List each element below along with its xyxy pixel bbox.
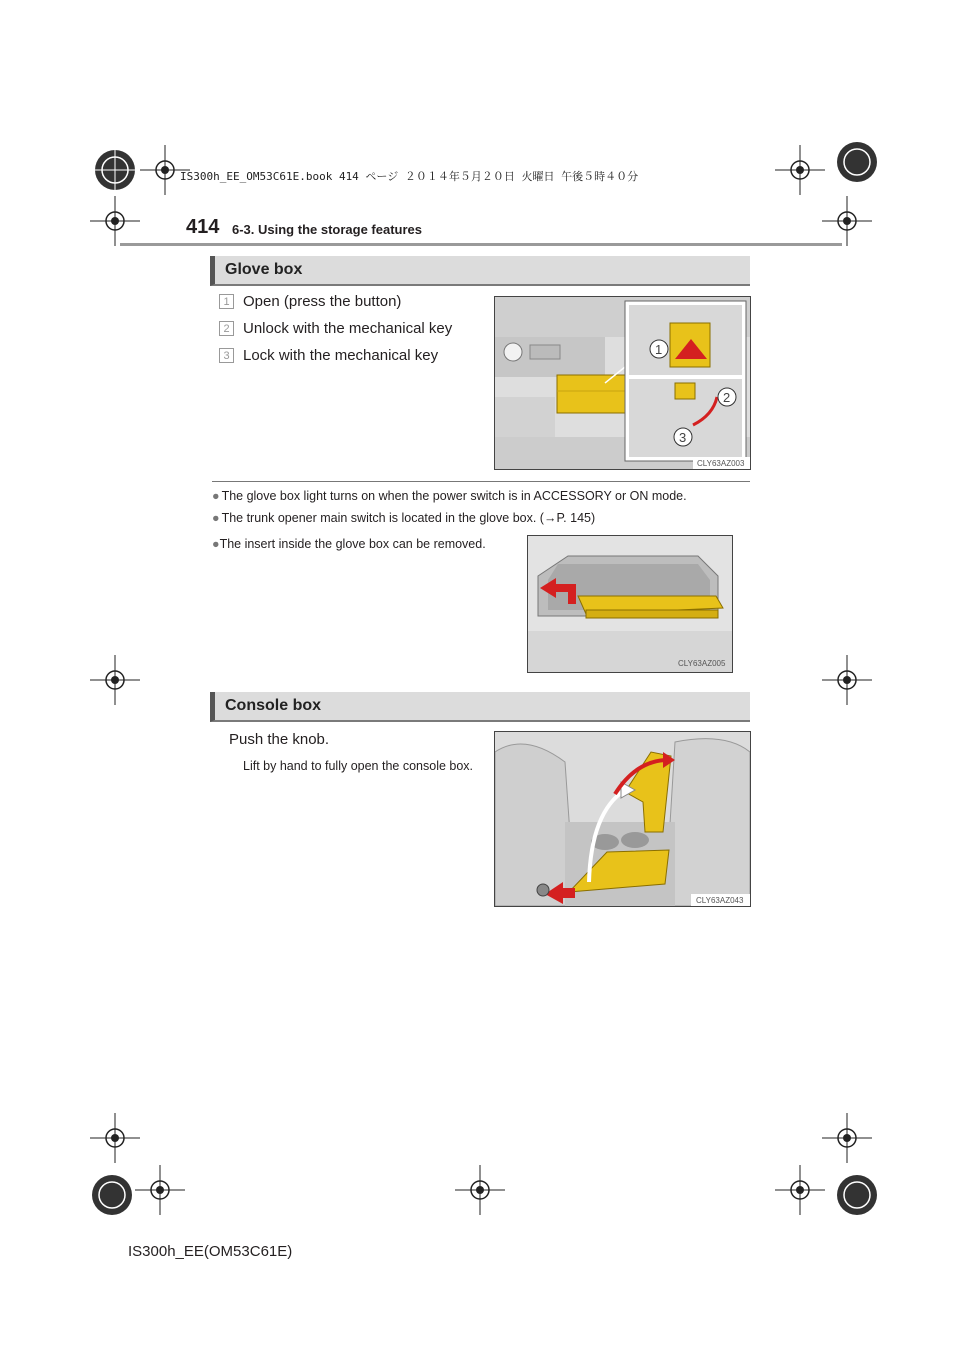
substep-text: Lift by hand to fully open the console box. (243, 759, 474, 773)
footer-doc-id: IS300h_EE(OM53C61E) (128, 1243, 293, 1260)
crosshair-mark-bottom-left (90, 1113, 140, 1163)
callout-label: 2 (723, 390, 731, 405)
item-text: Open (press the button) (243, 293, 402, 310)
glove-box-illustration (494, 296, 751, 470)
note-text: The insert inside the glove box can be removed. (219, 537, 486, 551)
note-light (212, 489, 687, 503)
item-text: Lock with the mechanical key (243, 347, 439, 364)
chapter-title: 6-3. Using the storage features (232, 222, 422, 237)
crosshair-mark-mid-left (90, 655, 140, 705)
console-box-illustration (494, 731, 751, 907)
header-rule (120, 243, 842, 246)
crosshair-mark-bottom-left-2 (135, 1165, 185, 1215)
item-number: 1 (219, 294, 234, 309)
crosshair-mark-top-right (775, 145, 825, 195)
note-trunk-opener (212, 511, 595, 525)
section-title: Glove box (225, 261, 303, 278)
crosshair-mark-bottom-right-2 (822, 1113, 872, 1163)
item-text: Unlock with the mechanical key (243, 320, 453, 337)
book-header: IS300h_EE_OM53C61E.book 414 ページ ２０１４年５月２０日 火曜日 午後５時４０分 (180, 170, 639, 183)
note-text: The glove box light turns on when the power switch is in ACCESSORY or ON mode. (221, 489, 687, 503)
crosshair-mark-mid-right (822, 655, 872, 705)
registration-mark-top-right (822, 127, 892, 197)
section-glove-box (210, 256, 750, 286)
figure-code: CLY63AZ043 (696, 896, 744, 905)
callout-label: 3 (679, 430, 687, 445)
figure-code: CLY63AZ005 (678, 659, 726, 668)
callout-label: 1 (655, 342, 663, 357)
crosshair-mark-top-right-2 (822, 196, 872, 246)
item-number: 2 (219, 321, 234, 336)
page-number: 414 (186, 216, 220, 238)
bullet-icon: ● (212, 489, 220, 503)
item-number: 3 (219, 348, 234, 363)
note-divider (212, 481, 750, 482)
bullet-icon: ● (212, 511, 220, 525)
crosshair-mark-top-left-2 (90, 196, 140, 246)
figure-code: CLY63AZ003 (697, 459, 745, 468)
registration-mark-bottom-right (822, 1160, 892, 1230)
note-insert (212, 536, 512, 553)
note-text: The trunk opener main switch is located in the glove box. (→P. 145) (221, 511, 596, 525)
glove-box-insert-illustration (527, 535, 733, 673)
bullet-icon: ● (212, 537, 220, 551)
section-console-box (210, 692, 750, 722)
section-title: Console box (225, 697, 322, 714)
crosshair-mark-bottom-center (455, 1165, 505, 1215)
step-text: Push the knob. (229, 731, 330, 748)
crosshair-mark-bottom-right (775, 1165, 825, 1215)
